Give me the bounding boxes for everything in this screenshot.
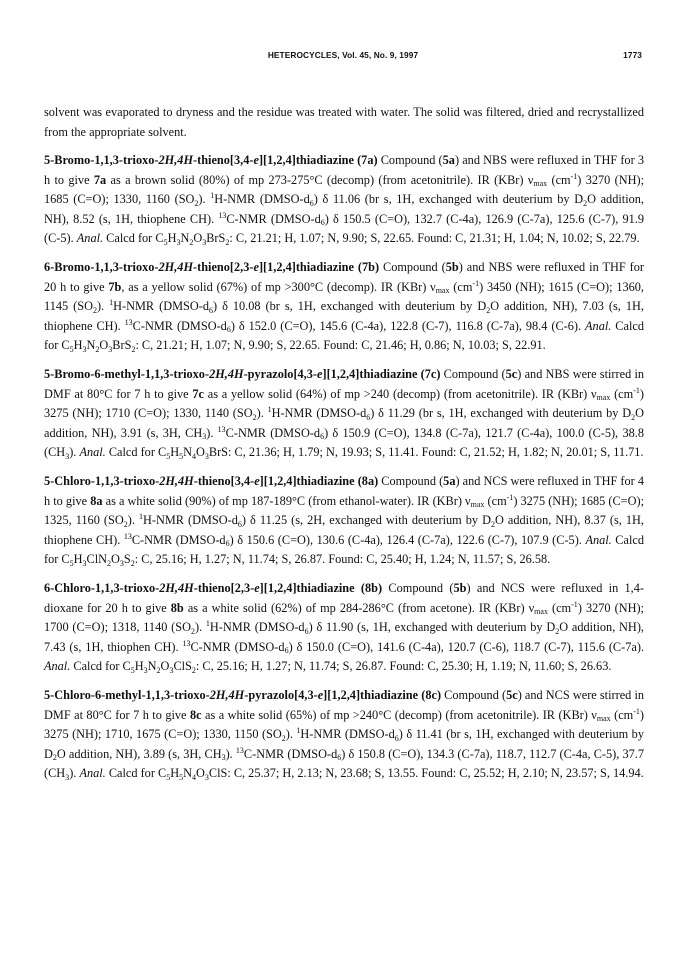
compound-title: 5-Bromo-6-methyl-1,1,3-trioxo-2H,4H-pyrazolo[4,3-e][1,2,4]thiadiazine (7c) <box>44 367 441 381</box>
paragraph-7c <box>44 365 644 463</box>
compound-title: 5-Chloro-1,1,3-trioxo-2H,4H-thieno[3,4-e][1,2,4]thiadiazine (8a) <box>44 474 379 488</box>
paragraph-8b <box>44 579 644 677</box>
paragraph-text: Compound (5a) and NBS were refluxed in THF for 3 h to give 7a as a brown solid (80%) of mp 273-275°C (decomp) (from acetonitrile). IR (KBr) $\nu_{max}$ $(cm^{-1})$ 3270 (NH); 1685 (C=O); 1330, 1160 $(SO_2)$. $^1$H-NMR $(DMSO-d_6)$ δ 11.06 (br s, 1H, exchanged with deuterium by $D_2O$ addition, NH), 8.52 (s, 1H, thiophene CH). $^{13}$C-NMR $(DMSO-d_6)$ δ 150.5 (C=O), 132.7 (C-4a), 126.9 (C-7a), 125.6 (C-7), 91.9 (C-5). Anal. Calcd for $C_5H_3N_2O_3BrS_2$: C, 21.21; H, 1.07; N, 9.90; S, 22.65. Found: C, 21.31; H, 1.04; N, 10.02; S, 22.79. <box>44 153 645 247</box>
compound-title: 5-Chloro-6-methyl-1,1,3-trioxo-2H,4H-pyrazolo[4,3-e][1,2,4]thiadiazine (8c) <box>44 688 442 702</box>
paragraph-8a <box>44 472 644 570</box>
paragraph-text: Compound (5b) and NCS were refluxed in 1,4-dioxane for 20 h to give 8b as a white solid (62%) of mp 284-286°C (from acetone). IR (KBr) $\nu_{max}$ $(cm^{-1})$ 3270 (NH); 1700 (C=O); 1318, 1140 $(SO_2)$. $^1$H-NMR $(DMSO-d_6)$ δ 11.90 (s, 1H, exchanged with deuterium by $D_2O$ addition, NH), 7.43 (s, 1H, thiophen CH). $^{13}$C-NMR $(DMSO-d_6)$ δ 150.0 (C=O), 141.6 (C-4a), 120.7 (C-6), 118.7 (C-7), 115.6 (C-7a). Anal. Calcd for $C_5H_3N_2O_3ClS_2$: C, 25.16; H, 1.27; N, 11.74; S, 26.87. Found: C, 25.30; H, 1.19; N, 11.60; S, 26.63. <box>44 581 645 675</box>
compound-title: 6-Chloro-1,1,3-trioxo-2H,4H-thieno[2,3-e][1,2,4]thiadiazine (8b) <box>44 581 383 595</box>
paragraph-text: Compound (5c) and NCS were stirred in DMF at 80°C for 7 h to give 8c as a white solid (65%) of mp >240°C (decomp) (from acetonitrile). IR (KBr) $\nu_{max}$ $(cm^{-1})$ 3275 (NH); 1710, 1675 (C=O); 1330, 1150 $(SO_2)$. $^1$H-NMR $(DMSO-d_6)$ δ 11.41 (br s, 1H, exchanged with deuterium by $D_2O$ addition, NH), 3.89 (s, 3H, $CH_3$). $^{13}$C-NMR $(DMSO-d_6)$ δ 150.8 (C=O), 134.3 (C-7a), 118.7, 112.7 (C-4a, C-5), 37.7 $(CH_3)$. Anal. Calcd for $C_5H_5N_4O_3ClS$: C, 25.37; H, 2.13; N, 23.68; S, 13.55. Found: C, 25.52; H, 2.10; N, 23.57; S, 14.94. <box>44 688 645 782</box>
paragraph-8c <box>44 686 644 784</box>
paragraph-7b <box>44 258 644 356</box>
page-number: 1773 <box>623 50 642 60</box>
compound-title: 6-Bromo-1,1,3-trioxo-2H,4H-thieno[2,3-e][1,2,4]thiadiazine (7b) <box>44 260 380 274</box>
paragraph-text: Compound (5a) and NCS were refluxed in THF for 4 h to give 8a as a white solid (90%) of mp 187-189°C (from ethanol-water). IR (KBr) $\nu_{max}$ $(cm^{-1})$ 3275 (NH); 1685 (C=O); 1325, 1160 $(SO_2)$. $^1$H-NMR $(DMSO-d_6)$ δ 11.25 (s, 2H, exchanged with deuterium by $D_2O$ addition, NH), 8.37 (s, 1H, thiophene CH). $^{13}$C-NMR $(DMSO-d_6)$ δ 150.6 (C=O), 130.6 (C-4a), 126.4 (C-7a), 122.6 (C-7), 107.9 (C-5). Anal. Calcd for $C_5H_3ClN_2O_3S_2$: C, 25.16; H, 1.27; N, 11.74; S, 26.87. Found: C, 25.40; H, 1.24; N, 11.57; S, 26.58. <box>44 474 645 568</box>
paragraph-text: Compound (5c) and NBS were stirred in DMF at 80°C for 7 h to give 7c as a yellow solid (64%) of mp >240 (decomp) (from acetonitrile). IR (KBr) $\nu_{max}$ $(cm^{-1})$ 3275 (NH); 1710 (C=O); 1330, 1140 $(SO_2)$. $^1$H-NMR $(DMSO-d_6)$ δ 11.29 (br s, 1H, exchanged with deuterium by $D_2O$ addition, NH), 3.91 (s, 3H, $CH_3$). $^{13}$C-NMR $(DMSO-d_6)$ δ 150.9 (C=O), 134.8 (C-7a), 121.7 (C-4a), 100.0 (C-5), 38.8 $(CH_3)$. Anal. Calcd for $C_5H_5N_4O_3BrS$: C, 21.36; H, 1.79; N, 19.93; S, 11.41. Found: C, 21.52; H, 1.82; N, 20.01; S, 11.71. <box>44 367 645 461</box>
paragraph-text: Compound (5b) and NBS were refluxed in THF for 20 h to give 7b, as a yellow solid (67%) of mp >300°C (decomp). IR (KBr) $\nu_{max}$ $(cm^{-1})$ 3450 (NH); 1615 (C=O); 1360, 1145 $(SO_2)$. $^1$H-NMR $(DMSO-d_6)$ δ 10.08 (br s, 1H, exchanged with deuterium by $D_2O$ addition, NH), 7.03 (s, 1H, thiophene CH). $^{13}$C-NMR $(DMSO-d_6)$ δ 152.0 (C=O), 145.6 (C-4a), 122.8 (C-7), 116.8 (C-7a), 98.4 (C-6). Anal. Calcd for $C_5H_3N_2O_3BrS_2$: C, 21.21; H, 1.07; N, 9.90; S, 22.65. Found: C, 21.46; H, 0.86; N, 10.03; S, 22.91. <box>44 260 645 354</box>
paragraph-text: solvent was evaporated to dryness and the residue was treated with water. The solid was filtered, dried and recrystallized from the appropriate solvent. <box>44 105 644 139</box>
journal-citation: HETEROCYCLES, Vol. 45, No. 9, 1997 <box>267 50 419 60</box>
compound-title: 5-Bromo-1,1,3-trioxo-2H,4H-thieno[3,4-e][1,2,4]thiadiazine (7a) <box>44 153 378 167</box>
paragraph-7a <box>44 151 644 249</box>
paragraph-intro <box>44 103 644 142</box>
body-text <box>44 103 644 793</box>
